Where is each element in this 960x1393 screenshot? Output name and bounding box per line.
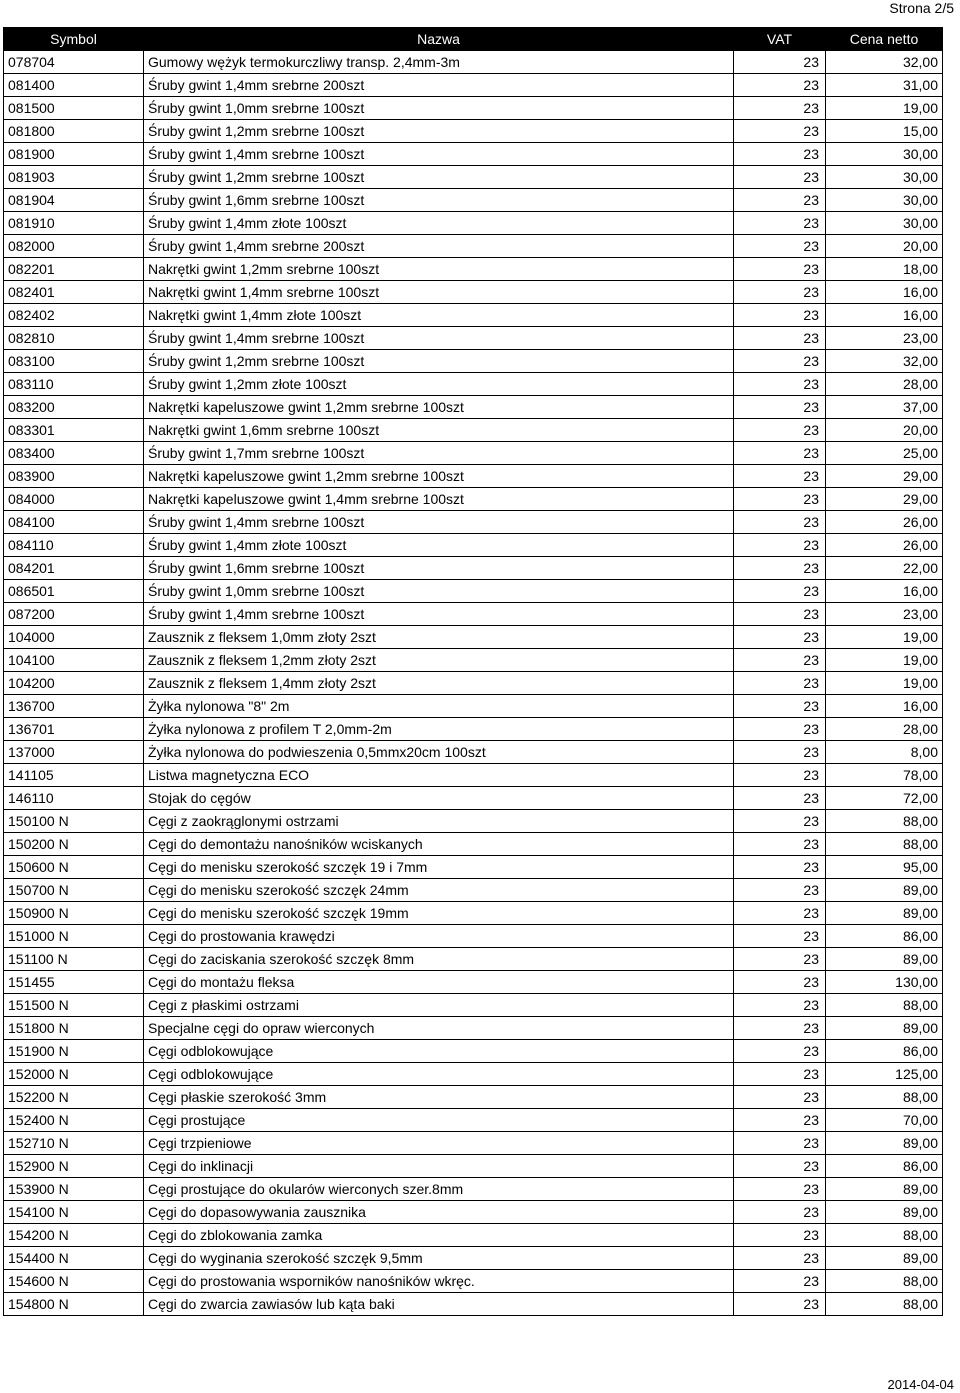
cell-symbol: 151500 N <box>4 994 144 1017</box>
cell-name: Śruby gwint 1,6mm srebrne 100szt <box>144 189 734 212</box>
table-row <box>4 143 943 166</box>
cell-vat: 23 <box>734 580 826 603</box>
cell-name: Żyłka nylonowa z profilem T 2,0mm-2m <box>144 718 734 741</box>
cell-name: Cęgi do prostowania wsporników nanośników wkręc. <box>144 1270 734 1293</box>
cell-symbol: 078704 <box>4 51 144 74</box>
header-vat: VAT <box>734 28 826 51</box>
cell-price: 88,00 <box>826 810 943 833</box>
cell-price: 89,00 <box>826 902 943 925</box>
price-list-table <box>3 27 943 1316</box>
table-row <box>4 488 943 511</box>
table-row <box>4 1178 943 1201</box>
table-row <box>4 120 943 143</box>
table-row <box>4 833 943 856</box>
cell-vat: 23 <box>734 1201 826 1224</box>
cell-symbol: 086501 <box>4 580 144 603</box>
cell-price: 32,00 <box>826 51 943 74</box>
footer-date: 2014-04-04 <box>887 1377 954 1392</box>
cell-name: Cęgi odblokowujące <box>144 1063 734 1086</box>
cell-symbol: 084110 <box>4 534 144 557</box>
cell-name: Nakrętki gwint 1,4mm srebrne 100szt <box>144 281 734 304</box>
cell-symbol: 136700 <box>4 695 144 718</box>
cell-name: Śruby gwint 1,2mm srebrne 100szt <box>144 120 734 143</box>
table-row <box>4 304 943 327</box>
cell-symbol: 081910 <box>4 212 144 235</box>
cell-price: 89,00 <box>826 948 943 971</box>
cell-name: Żyłka nylonowa do podwieszenia 0,5mmx20cm 100szt <box>144 741 734 764</box>
cell-price: 19,00 <box>826 626 943 649</box>
cell-vat: 23 <box>734 143 826 166</box>
cell-vat: 23 <box>734 649 826 672</box>
table-row <box>4 879 943 902</box>
cell-price: 8,00 <box>826 741 943 764</box>
cell-vat: 23 <box>734 603 826 626</box>
table-row <box>4 212 943 235</box>
cell-price: 26,00 <box>826 511 943 534</box>
table-row <box>4 1224 943 1247</box>
cell-name: Zausznik z fleksem 1,2mm złoty 2szt <box>144 649 734 672</box>
header-symbol: Symbol <box>4 28 144 51</box>
cell-symbol: 152400 N <box>4 1109 144 1132</box>
cell-vat: 23 <box>734 534 826 557</box>
cell-name: Cęgi do demontażu nanośników wciskanych <box>144 833 734 856</box>
cell-price: 19,00 <box>826 97 943 120</box>
cell-name: Cęgi do dopasowywania zausznika <box>144 1201 734 1224</box>
cell-price: 130,00 <box>826 971 943 994</box>
table-header-row <box>4 28 943 51</box>
cell-price: 30,00 <box>826 189 943 212</box>
cell-price: 89,00 <box>826 879 943 902</box>
cell-symbol: 152710 N <box>4 1132 144 1155</box>
table-row <box>4 626 943 649</box>
cell-vat: 23 <box>734 1224 826 1247</box>
cell-name: Śruby gwint 1,0mm srebrne 100szt <box>144 97 734 120</box>
cell-price: 32,00 <box>826 350 943 373</box>
cell-price: 89,00 <box>826 1017 943 1040</box>
page-number: Strona 2/5 <box>889 0 954 16</box>
cell-symbol: 083200 <box>4 396 144 419</box>
cell-vat: 23 <box>734 1270 826 1293</box>
cell-name: Cęgi do wyginania szerokość szczęk 9,5mm <box>144 1247 734 1270</box>
cell-name: Śruby gwint 1,2mm złote 100szt <box>144 373 734 396</box>
cell-price: 16,00 <box>826 281 943 304</box>
cell-vat: 23 <box>734 1040 826 1063</box>
header-price: Cena netto <box>826 28 943 51</box>
cell-symbol: 152000 N <box>4 1063 144 1086</box>
cell-symbol: 150600 N <box>4 856 144 879</box>
cell-price: 88,00 <box>826 1224 943 1247</box>
cell-name: Cęgi do inklinacji <box>144 1155 734 1178</box>
table-row <box>4 741 943 764</box>
table-row <box>4 281 943 304</box>
cell-price: 88,00 <box>826 1086 943 1109</box>
cell-name: Nakrętki gwint 1,2mm srebrne 100szt <box>144 258 734 281</box>
cell-name: Specjalne cęgi do opraw wierconych <box>144 1017 734 1040</box>
cell-symbol: 154400 N <box>4 1247 144 1270</box>
cell-vat: 23 <box>734 281 826 304</box>
cell-symbol: 150900 N <box>4 902 144 925</box>
cell-vat: 23 <box>734 166 826 189</box>
cell-symbol: 081400 <box>4 74 144 97</box>
table-row <box>4 856 943 879</box>
table-row <box>4 534 943 557</box>
cell-symbol: 081904 <box>4 189 144 212</box>
cell-vat: 23 <box>734 396 826 419</box>
cell-price: 86,00 <box>826 1155 943 1178</box>
table-row <box>4 166 943 189</box>
cell-symbol: 084100 <box>4 511 144 534</box>
cell-vat: 23 <box>734 787 826 810</box>
cell-price: 89,00 <box>826 1201 943 1224</box>
cell-price: 72,00 <box>826 787 943 810</box>
cell-price: 22,00 <box>826 557 943 580</box>
cell-vat: 23 <box>734 258 826 281</box>
cell-symbol: 084201 <box>4 557 144 580</box>
table-row <box>4 442 943 465</box>
cell-price: 86,00 <box>826 925 943 948</box>
cell-vat: 23 <box>734 1155 826 1178</box>
table-row <box>4 580 943 603</box>
cell-price: 15,00 <box>826 120 943 143</box>
table-row <box>4 396 943 419</box>
cell-vat: 23 <box>734 350 826 373</box>
cell-symbol: 081900 <box>4 143 144 166</box>
cell-name: Śruby gwint 1,4mm srebrne 200szt <box>144 235 734 258</box>
cell-price: 20,00 <box>826 419 943 442</box>
cell-name: Nakrętki kapeluszowe gwint 1,4mm srebrne 100szt <box>144 488 734 511</box>
cell-price: 23,00 <box>826 327 943 350</box>
cell-symbol: 104000 <box>4 626 144 649</box>
table-row <box>4 695 943 718</box>
cell-symbol: 081903 <box>4 166 144 189</box>
cell-vat: 23 <box>734 373 826 396</box>
table-row <box>4 925 943 948</box>
cell-name: Zausznik z fleksem 1,0mm złoty 2szt <box>144 626 734 649</box>
cell-symbol: 151900 N <box>4 1040 144 1063</box>
cell-name: Śruby gwint 1,2mm srebrne 100szt <box>144 166 734 189</box>
table-row <box>4 1132 943 1155</box>
cell-vat: 23 <box>734 74 826 97</box>
cell-symbol: 151100 N <box>4 948 144 971</box>
cell-price: 37,00 <box>826 396 943 419</box>
table-row <box>4 465 943 488</box>
cell-name: Cęgi prostujące <box>144 1109 734 1132</box>
table-row <box>4 1086 943 1109</box>
cell-vat: 23 <box>734 833 826 856</box>
cell-name: Śruby gwint 1,4mm srebrne 100szt <box>144 603 734 626</box>
table-row <box>4 97 943 120</box>
cell-vat: 23 <box>734 419 826 442</box>
table-row <box>4 1201 943 1224</box>
cell-vat: 23 <box>734 442 826 465</box>
cell-price: 25,00 <box>826 442 943 465</box>
cell-vat: 23 <box>734 511 826 534</box>
cell-symbol: 150100 N <box>4 810 144 833</box>
table-row <box>4 1270 943 1293</box>
cell-name: Listwa magnetyczna ECO <box>144 764 734 787</box>
cell-price: 16,00 <box>826 695 943 718</box>
cell-vat: 23 <box>734 626 826 649</box>
cell-price: 19,00 <box>826 649 943 672</box>
cell-price: 88,00 <box>826 833 943 856</box>
cell-price: 30,00 <box>826 212 943 235</box>
cell-vat: 23 <box>734 1086 826 1109</box>
table-row <box>4 1063 943 1086</box>
cell-vat: 23 <box>734 327 826 350</box>
cell-price: 26,00 <box>826 534 943 557</box>
cell-symbol: 083400 <box>4 442 144 465</box>
cell-symbol: 150700 N <box>4 879 144 902</box>
cell-price: 89,00 <box>826 1132 943 1155</box>
cell-vat: 23 <box>734 695 826 718</box>
cell-vat: 23 <box>734 925 826 948</box>
table-row <box>4 787 943 810</box>
cell-name: Nakrętki kapeluszowe gwint 1,2mm srebrne 100szt <box>144 396 734 419</box>
cell-symbol: 082000 <box>4 235 144 258</box>
cell-vat: 23 <box>734 672 826 695</box>
cell-price: 95,00 <box>826 856 943 879</box>
cell-vat: 23 <box>734 465 826 488</box>
cell-vat: 23 <box>734 1017 826 1040</box>
cell-symbol: 082810 <box>4 327 144 350</box>
cell-name: Nakrętki gwint 1,6mm srebrne 100szt <box>144 419 734 442</box>
cell-name: Cęgi odblokowujące <box>144 1040 734 1063</box>
cell-price: 86,00 <box>826 1040 943 1063</box>
table-row <box>4 235 943 258</box>
table-row <box>4 1040 943 1063</box>
cell-name: Śruby gwint 1,4mm złote 100szt <box>144 534 734 557</box>
table-row <box>4 557 943 580</box>
cell-name: Śruby gwint 1,4mm srebrne 100szt <box>144 327 734 350</box>
table-row <box>4 764 943 787</box>
cell-name: Cęgi z zaokrąglonymi ostrzami <box>144 810 734 833</box>
cell-name: Cęgi do prostowania krawędzi <box>144 925 734 948</box>
cell-price: 88,00 <box>826 1293 943 1316</box>
cell-price: 29,00 <box>826 465 943 488</box>
cell-symbol: 141105 <box>4 764 144 787</box>
table-row <box>4 373 943 396</box>
cell-vat: 23 <box>734 1293 826 1316</box>
table-row <box>4 649 943 672</box>
cell-name: Śruby gwint 1,4mm złote 100szt <box>144 212 734 235</box>
cell-price: 19,00 <box>826 672 943 695</box>
cell-vat: 23 <box>734 120 826 143</box>
cell-price: 88,00 <box>826 994 943 1017</box>
table-row <box>4 327 943 350</box>
table-row <box>4 1109 943 1132</box>
cell-symbol: 151800 N <box>4 1017 144 1040</box>
cell-price: 18,00 <box>826 258 943 281</box>
table-row <box>4 1293 943 1316</box>
cell-name: Cęgi do zblokowania zamka <box>144 1224 734 1247</box>
table-row <box>4 350 943 373</box>
cell-name: Śruby gwint 1,4mm srebrne 100szt <box>144 511 734 534</box>
cell-symbol: 154600 N <box>4 1270 144 1293</box>
cell-name: Cęgi do menisku szerokość szczęk 24mm <box>144 879 734 902</box>
cell-symbol: 152900 N <box>4 1155 144 1178</box>
cell-name: Śruby gwint 1,4mm srebrne 200szt <box>144 74 734 97</box>
cell-vat: 23 <box>734 856 826 879</box>
cell-name: Żyłka nylonowa "8" 2m <box>144 695 734 718</box>
cell-symbol: 154100 N <box>4 1201 144 1224</box>
table-row <box>4 672 943 695</box>
cell-price: 125,00 <box>826 1063 943 1086</box>
cell-price: 16,00 <box>826 304 943 327</box>
cell-name: Cęgi do montażu fleksa <box>144 971 734 994</box>
cell-price: 29,00 <box>826 488 943 511</box>
cell-vat: 23 <box>734 189 826 212</box>
cell-name: Gumowy wężyk termokurczliwy transp. 2,4mm-3m <box>144 51 734 74</box>
cell-name: Cęgi do zaciskania szerokość szczęk 8mm <box>144 948 734 971</box>
cell-name: Nakrętki kapeluszowe gwint 1,2mm srebrne 100szt <box>144 465 734 488</box>
cell-symbol: 154200 N <box>4 1224 144 1247</box>
cell-vat: 23 <box>734 235 826 258</box>
cell-name: Śruby gwint 1,2mm srebrne 100szt <box>144 350 734 373</box>
table-row <box>4 718 943 741</box>
cell-symbol: 150200 N <box>4 833 144 856</box>
cell-vat: 23 <box>734 718 826 741</box>
cell-name: Stojak do cęgów <box>144 787 734 810</box>
cell-vat: 23 <box>734 971 826 994</box>
cell-vat: 23 <box>734 879 826 902</box>
cell-vat: 23 <box>734 1109 826 1132</box>
cell-name: Zausznik z fleksem 1,4mm złoty 2szt <box>144 672 734 695</box>
header-name: Nazwa <box>144 28 734 51</box>
cell-name: Śruby gwint 1,0mm srebrne 100szt <box>144 580 734 603</box>
cell-vat: 23 <box>734 304 826 327</box>
cell-name: Cęgi trzpieniowe <box>144 1132 734 1155</box>
cell-symbol: 137000 <box>4 741 144 764</box>
cell-name: Śruby gwint 1,7mm srebrne 100szt <box>144 442 734 465</box>
table-row <box>4 1017 943 1040</box>
table-row <box>4 511 943 534</box>
table-row <box>4 603 943 626</box>
cell-price: 20,00 <box>826 235 943 258</box>
table-row <box>4 189 943 212</box>
table-row <box>4 971 943 994</box>
cell-symbol: 146110 <box>4 787 144 810</box>
cell-vat: 23 <box>734 1247 826 1270</box>
cell-symbol: 083110 <box>4 373 144 396</box>
cell-symbol: 082201 <box>4 258 144 281</box>
cell-price: 16,00 <box>826 580 943 603</box>
table-row <box>4 258 943 281</box>
table-row <box>4 51 943 74</box>
cell-name: Cęgi do menisku szerokość szczęk 19 i 7mm <box>144 856 734 879</box>
cell-symbol: 151455 <box>4 971 144 994</box>
cell-vat: 23 <box>734 557 826 580</box>
cell-symbol: 081500 <box>4 97 144 120</box>
cell-name: Cęgi do zwarcia zawiasów lub kąta baki <box>144 1293 734 1316</box>
cell-price: 89,00 <box>826 1178 943 1201</box>
cell-symbol: 084000 <box>4 488 144 511</box>
cell-symbol: 154800 N <box>4 1293 144 1316</box>
cell-vat: 23 <box>734 488 826 511</box>
cell-vat: 23 <box>734 1178 826 1201</box>
cell-name: Cęgi do menisku szerokość szczęk 19mm <box>144 902 734 925</box>
cell-symbol: 083900 <box>4 465 144 488</box>
table-row <box>4 1155 943 1178</box>
cell-vat: 23 <box>734 97 826 120</box>
cell-price: 31,00 <box>826 74 943 97</box>
table-row <box>4 948 943 971</box>
cell-price: 23,00 <box>826 603 943 626</box>
cell-name: Cęgi płaskie szerokość 3mm <box>144 1086 734 1109</box>
cell-symbol: 087200 <box>4 603 144 626</box>
cell-name: Cęgi prostujące do okularów wierconych szer.8mm <box>144 1178 734 1201</box>
cell-name: Nakrętki gwint 1,4mm złote 100szt <box>144 304 734 327</box>
cell-symbol: 152200 N <box>4 1086 144 1109</box>
cell-vat: 23 <box>734 212 826 235</box>
cell-symbol: 104200 <box>4 672 144 695</box>
table-row <box>4 902 943 925</box>
cell-vat: 23 <box>734 741 826 764</box>
cell-symbol: 083100 <box>4 350 144 373</box>
cell-symbol: 104100 <box>4 649 144 672</box>
cell-name: Śruby gwint 1,6mm srebrne 100szt <box>144 557 734 580</box>
cell-price: 89,00 <box>826 1247 943 1270</box>
cell-price: 70,00 <box>826 1109 943 1132</box>
cell-vat: 23 <box>734 1132 826 1155</box>
cell-name: Cęgi z płaskimi ostrzami <box>144 994 734 1017</box>
table-row <box>4 994 943 1017</box>
cell-price: 28,00 <box>826 373 943 396</box>
cell-name: Śruby gwint 1,4mm srebrne 100szt <box>144 143 734 166</box>
cell-vat: 23 <box>734 948 826 971</box>
cell-symbol: 153900 N <box>4 1178 144 1201</box>
cell-price: 30,00 <box>826 143 943 166</box>
cell-symbol: 082401 <box>4 281 144 304</box>
cell-vat: 23 <box>734 764 826 787</box>
cell-symbol: 083301 <box>4 419 144 442</box>
cell-symbol: 136701 <box>4 718 144 741</box>
cell-price: 88,00 <box>826 1270 943 1293</box>
table-row <box>4 810 943 833</box>
cell-vat: 23 <box>734 810 826 833</box>
table-body <box>4 51 943 1316</box>
cell-vat: 23 <box>734 994 826 1017</box>
table-row <box>4 74 943 97</box>
table-row <box>4 419 943 442</box>
cell-vat: 23 <box>734 51 826 74</box>
table-row <box>4 1247 943 1270</box>
cell-symbol: 081800 <box>4 120 144 143</box>
cell-price: 28,00 <box>826 718 943 741</box>
cell-price: 78,00 <box>826 764 943 787</box>
cell-symbol: 151000 N <box>4 925 144 948</box>
cell-vat: 23 <box>734 1063 826 1086</box>
cell-vat: 23 <box>734 902 826 925</box>
cell-symbol: 082402 <box>4 304 144 327</box>
cell-price: 30,00 <box>826 166 943 189</box>
